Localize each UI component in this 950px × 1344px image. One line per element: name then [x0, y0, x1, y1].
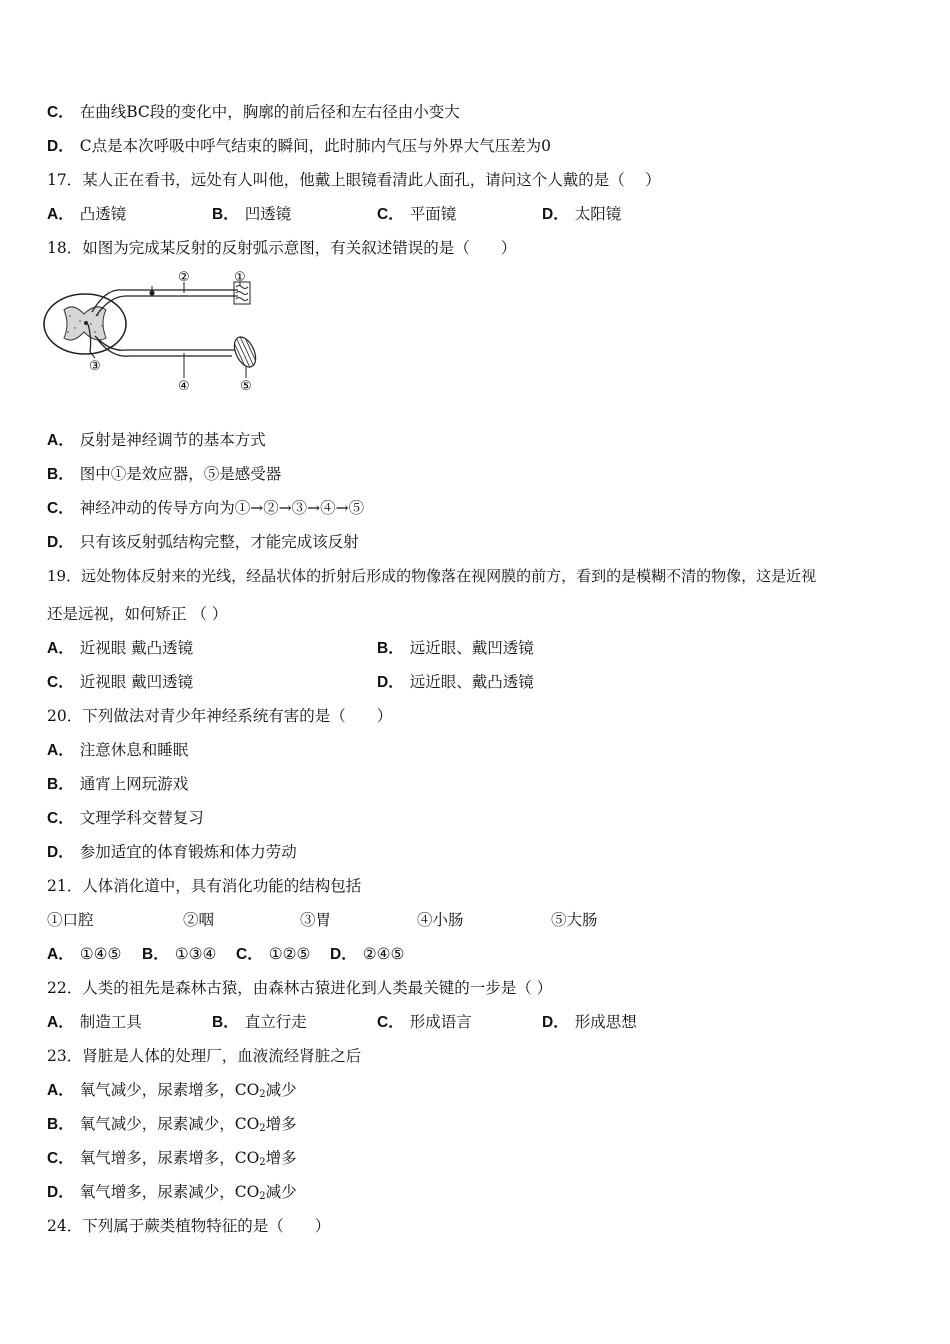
- figure-label-4: ④: [178, 379, 190, 394]
- q17-option-c: [377, 204, 456, 225]
- q20-option-c: [47, 808, 204, 829]
- option-text: 增多: [265, 1115, 297, 1133]
- option-text: 氧气减少，尿素增多，CO: [79, 1081, 260, 1099]
- option-label: B．: [47, 466, 74, 483]
- q19-option-b: [377, 638, 534, 659]
- q17-option-d: [542, 204, 621, 225]
- option-text: 形成语言: [409, 1013, 472, 1031]
- option-label: A．: [47, 1014, 74, 1031]
- option-text: 凹透镜: [244, 205, 292, 223]
- option-text: 氧气增多，尿素减少，CO: [79, 1183, 260, 1201]
- option-text: 太阳镜: [574, 205, 622, 223]
- option-text: 只有该反射弧结构完整，才能完成该反射: [79, 533, 359, 551]
- option-label: A．: [47, 206, 74, 223]
- option-text: 增多: [265, 1149, 297, 1167]
- q19-options-row2: [47, 672, 907, 692]
- option-label: D．: [47, 534, 74, 551]
- q22-option-b: [212, 1012, 307, 1033]
- effector-muscle: [230, 334, 260, 371]
- q21-items: [47, 910, 907, 930]
- option-text: ②④⑤: [362, 945, 405, 963]
- figure-label-3: ③: [89, 359, 101, 374]
- q21-option-b: [142, 944, 216, 965]
- option-label: C．: [47, 104, 74, 121]
- option-label: B．: [47, 1116, 74, 1133]
- option-text: 图中①是效应器，⑤是感受器: [79, 465, 282, 483]
- figure-label-1: ①: [234, 270, 246, 285]
- q22-option-d: [542, 1012, 637, 1033]
- option-label: C．: [377, 1014, 404, 1031]
- q21-item: ①口腔: [47, 911, 94, 929]
- q19-option-a: [47, 638, 193, 659]
- q21-options: [47, 944, 907, 964]
- q21-option-a: [47, 944, 121, 965]
- q22-option-a: [47, 1012, 142, 1033]
- q20-option-a: [47, 740, 188, 761]
- option-label: D．: [330, 946, 357, 963]
- option-text: 近视眼 戴凹透镜: [79, 673, 194, 691]
- q18-option-a: [47, 430, 266, 451]
- option-label: A．: [47, 640, 74, 657]
- option-text: 远近眼、戴凹透镜: [409, 639, 534, 657]
- option-label: C．: [47, 674, 74, 691]
- q16-option-c: [47, 102, 460, 123]
- option-text: 凸透镜: [79, 205, 127, 223]
- option-label: D．: [47, 138, 74, 155]
- option-text: 文理学科交替复习: [79, 809, 204, 827]
- option-label: D．: [542, 206, 569, 223]
- option-text: ①④⑤: [79, 945, 122, 963]
- option-text: 平面镜: [409, 205, 457, 223]
- option-label: C．: [377, 206, 404, 223]
- q19-options-row1: [47, 638, 907, 658]
- q18-option-b: [47, 464, 281, 485]
- option-label: A．: [47, 946, 74, 963]
- option-text: 通宵上网玩游戏: [79, 775, 189, 793]
- option-text: 远近眼、戴凸透镜: [409, 673, 534, 691]
- option-label: D．: [47, 1184, 74, 1201]
- q18-option-d: [47, 532, 359, 553]
- subscript: 2: [259, 1191, 266, 1202]
- q18-option-c: [47, 498, 364, 519]
- q22-options: [47, 1012, 907, 1032]
- option-label: B．: [212, 206, 239, 223]
- q18-stem: 18．如图为完成某反射的反射弧示意图，有关叙述错误的是（ ）: [47, 239, 517, 257]
- figure-label-5: ⑤: [240, 379, 252, 394]
- option-label: B．: [47, 776, 74, 793]
- option-label: C．: [47, 500, 74, 517]
- q21-option-c: [236, 944, 310, 965]
- q23-stem: 23．肾脏是人体的处理厂，血液流经肾脏之后: [47, 1047, 362, 1065]
- option-label: B．: [377, 640, 404, 657]
- q23-option-c: [47, 1148, 297, 1173]
- option-text: C点是本次呼吸中呼气结束的瞬间，此时肺内气压与外界大气压差为0: [79, 137, 551, 155]
- q20-option-d: [47, 842, 297, 863]
- option-text: 氧气减少，尿素减少，CO: [79, 1115, 260, 1133]
- q19-stem-line2: 还是远视，如何矫正 （ ）: [47, 605, 228, 623]
- option-text: ①③④: [174, 945, 217, 963]
- q20-option-b: [47, 774, 188, 795]
- option-text: 注意休息和睡眠: [79, 741, 189, 759]
- option-text: 形成思想: [574, 1013, 637, 1031]
- q23-option-a: [47, 1080, 297, 1105]
- q17-option-b: [212, 204, 291, 225]
- q17-options: [47, 204, 907, 224]
- q24-stem: 24．下列属于蕨类植物特征的是（ ）: [47, 1217, 331, 1235]
- option-label: B．: [212, 1014, 239, 1031]
- q22-stem: 22．人类的祖先是森林古猿，由森林古猿进化到人类最关键的一步是（ ）: [47, 979, 553, 997]
- q22-option-c: [377, 1012, 472, 1033]
- q17-option-a: [47, 204, 126, 225]
- q21-item: ②咽: [183, 911, 215, 929]
- option-label: C．: [47, 810, 74, 827]
- option-text: ①②⑤: [268, 945, 311, 963]
- option-text: 直立行走: [244, 1013, 307, 1031]
- option-text: 氧气增多，尿素增多，CO: [79, 1149, 260, 1167]
- q21-item: ⑤大肠: [551, 911, 598, 929]
- option-label: D．: [377, 674, 404, 691]
- option-label: C．: [47, 1150, 74, 1167]
- q23-option-b: [47, 1114, 297, 1139]
- option-text: 在曲线BC段的变化中，胸廓的前后径和左右径由小变大: [79, 103, 460, 121]
- q19-option-c: [47, 672, 193, 693]
- subscript: 2: [259, 1089, 266, 1100]
- option-label: C．: [236, 946, 263, 963]
- reflex-arc-figure: [40, 266, 280, 398]
- option-text: 神经冲动的传导方向为①→②→③→④→⑤: [79, 499, 365, 517]
- q21-option-d: [330, 944, 404, 965]
- figure-label-2: ②: [178, 270, 190, 285]
- subscript: 2: [259, 1157, 266, 1168]
- option-text: 参加适宜的体育锻炼和体力劳动: [79, 843, 297, 861]
- option-label: D．: [542, 1014, 569, 1031]
- option-text: 反射是神经调节的基本方式: [79, 431, 266, 449]
- option-text: 减少: [265, 1183, 297, 1201]
- option-text: 减少: [265, 1081, 297, 1099]
- option-text: 近视眼 戴凸透镜: [79, 639, 194, 657]
- q16-option-d: [47, 136, 551, 157]
- option-label: B．: [142, 946, 169, 963]
- option-text: 制造工具: [79, 1013, 142, 1031]
- q20-stem: 20．下列做法对青少年神经系统有害的是（ ）: [47, 707, 393, 725]
- option-label: A．: [47, 432, 74, 449]
- q23-option-d: [47, 1182, 297, 1207]
- option-label: D．: [47, 844, 74, 861]
- receptor-skin: [234, 282, 250, 304]
- q21-item: ③胃: [300, 911, 332, 929]
- q19-option-d: [377, 672, 534, 693]
- q17-stem: 17．某人正在看书，远处有人叫他，他戴上眼镜看清此人面孔，请问这个人戴的是（ ）: [47, 171, 661, 189]
- option-label: A．: [47, 742, 74, 759]
- q19-stem-line1: 19．远处物体反射来的光线，经晶状体的折射后形成的物像落在视网膜的前方，看到的是模糊不清的物像，这是近视: [47, 567, 817, 585]
- q21-item: ④小肠: [417, 911, 464, 929]
- subscript: 2: [259, 1123, 266, 1134]
- q21-stem: 21．人体消化道中，具有消化功能的结构包括: [47, 877, 362, 895]
- option-label: A．: [47, 1082, 74, 1099]
